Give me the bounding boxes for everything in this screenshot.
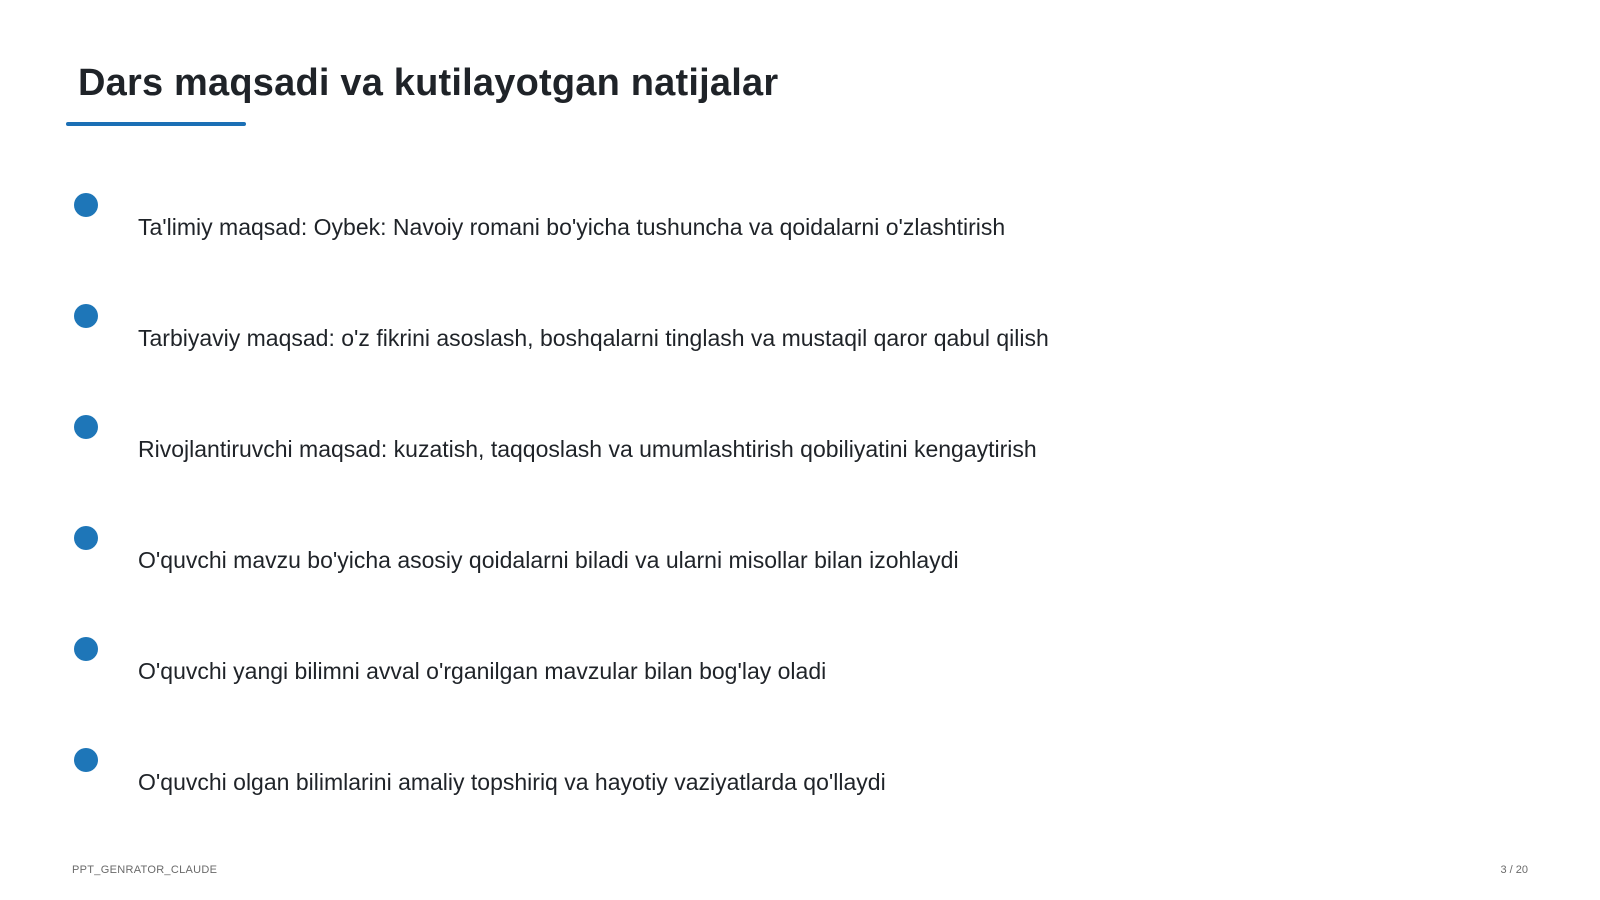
list-item xyxy=(0,526,1600,606)
bullet-dot-icon xyxy=(74,304,98,328)
footer-source: PPT_GENRATOR_CLAUDE xyxy=(72,864,218,876)
page-indicator: 3 / 20 xyxy=(1500,864,1528,876)
bullet-text: Rivojlantiruvchi maqsad: kuzatish, taqqoslash va umumlashtirish qobiliyatini kengaytirish xyxy=(138,436,1037,462)
bullet-dot-icon xyxy=(74,637,98,661)
list-item xyxy=(0,304,1600,384)
bullet-text: Tarbiyaviy maqsad: o'z fikrini asoslash, boshqalarni tinglash va mustaqil qaror qabul qilish xyxy=(138,325,1049,351)
bullet-dot-icon xyxy=(74,193,98,217)
bullet-dot-icon xyxy=(74,415,98,439)
bullet-text: Ta'limiy maqsad: Oybek: Navoiy romani bo'yicha tushuncha va qoidalarni o'zlashtirish xyxy=(138,214,1006,240)
slide-title: Dars maqsadi va kutilayotgan natijalar xyxy=(78,62,779,104)
list-item xyxy=(0,193,1600,273)
list-item xyxy=(0,748,1600,828)
bullet-text: O'quvchi yangi bilimni avval o'rganilgan mavzular bilan bog'lay oladi xyxy=(138,658,827,684)
bullet-text: O'quvchi olgan bilimlarini amaliy topshiriq va hayotiy vaziyatlarda qo'llaydi xyxy=(138,769,886,795)
bullet-dot-icon xyxy=(74,526,98,550)
list-item xyxy=(0,637,1600,717)
bullet-text: O'quvchi mavzu bo'yicha asosiy qoidalarni biladi va ularni misollar bilan izohlaydi xyxy=(138,547,959,573)
bullet-dot-icon xyxy=(74,748,98,772)
list-item xyxy=(0,415,1600,495)
